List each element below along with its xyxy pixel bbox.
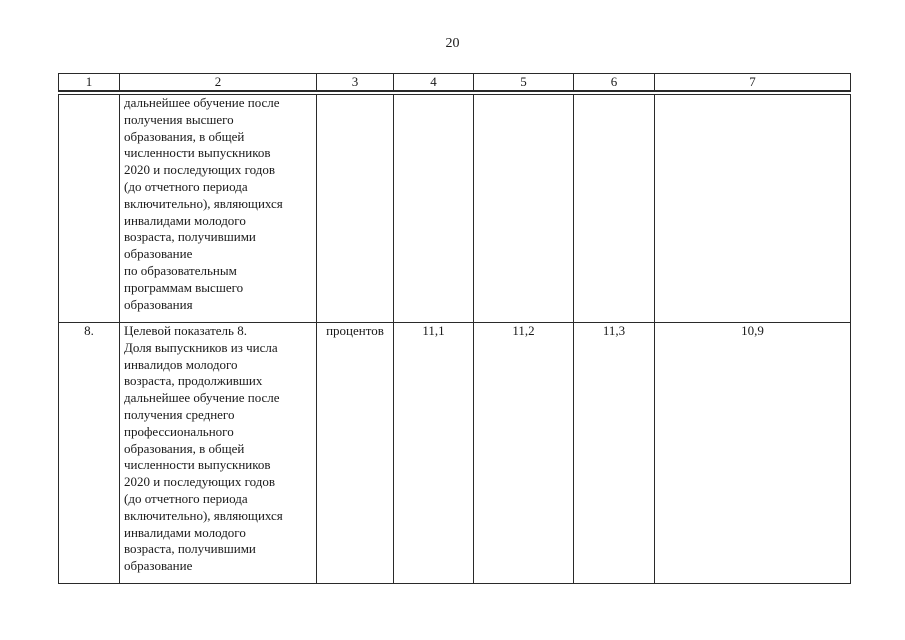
description-line: (до отчетного периода	[124, 490, 248, 506]
column-header: 7	[655, 74, 851, 92]
indicators-table	[58, 73, 851, 584]
unit-cell: процентов	[317, 323, 394, 584]
description-line: получения среднего	[124, 406, 235, 422]
column-header: 2	[120, 74, 317, 92]
value-cell: 10,9	[655, 323, 851, 584]
description-line: по образовательным	[124, 262, 237, 278]
value-cell: 11,2	[474, 323, 574, 584]
description-line: инвалидов молодого	[124, 356, 238, 372]
table-row	[59, 323, 851, 584]
indicator-description-cell	[120, 95, 317, 323]
unit-cell	[317, 95, 394, 323]
description-line: инвалидами молодого	[124, 212, 246, 228]
indicator-description-cell	[120, 323, 317, 584]
description-line: включительно), являющихся	[124, 507, 283, 523]
description-line: инвалидами молодого	[124, 524, 246, 540]
description-line: образования	[124, 296, 193, 312]
description-line: образования, в общей	[124, 128, 245, 144]
page-number: 20	[445, 36, 460, 51]
description-line: профессионального	[124, 423, 234, 439]
table-header-row	[59, 74, 851, 92]
description-line: численности выпускников	[124, 145, 271, 161]
table-row	[59, 95, 851, 323]
row-number-cell: 8.	[59, 323, 120, 584]
description-line: 2020 и последующих годов	[124, 162, 276, 178]
column-header: 5	[474, 74, 574, 92]
description-line: дальнейшее обучение после	[124, 95, 280, 110]
description-line: возраста, продолживших	[124, 373, 263, 389]
description-line: Целевой показатель 8.	[124, 323, 247, 338]
column-header: 3	[317, 74, 394, 92]
value-cell: 11,1	[394, 323, 474, 584]
column-header: 4	[394, 74, 474, 92]
description-line: Доля выпускников из числа	[124, 339, 278, 355]
description-line: программам высшего	[124, 279, 244, 295]
description-line: (до отчетного периода	[124, 178, 248, 194]
value-cell	[655, 95, 851, 323]
value-cell: 11,3	[574, 323, 655, 584]
description-line: возраста, получившими	[124, 229, 256, 245]
value-cell	[574, 95, 655, 323]
description-line: дальнейшее обучение после	[124, 390, 280, 406]
column-header: 1	[59, 74, 120, 92]
description-line: включительно), являющихся	[124, 195, 283, 211]
description-line: возраста, получившими	[124, 541, 256, 557]
value-cell	[394, 95, 474, 323]
description-line: образование	[124, 246, 193, 262]
description-line: образование	[124, 558, 193, 574]
column-header: 6	[574, 74, 655, 92]
description-line: численности выпускников	[124, 457, 271, 473]
value-cell	[474, 95, 574, 323]
description-line: 2020 и последующих годов	[124, 474, 276, 490]
description-line: образования, в общей	[124, 440, 245, 456]
description-line: получения высшего	[124, 111, 234, 127]
row-number-cell	[59, 95, 120, 323]
